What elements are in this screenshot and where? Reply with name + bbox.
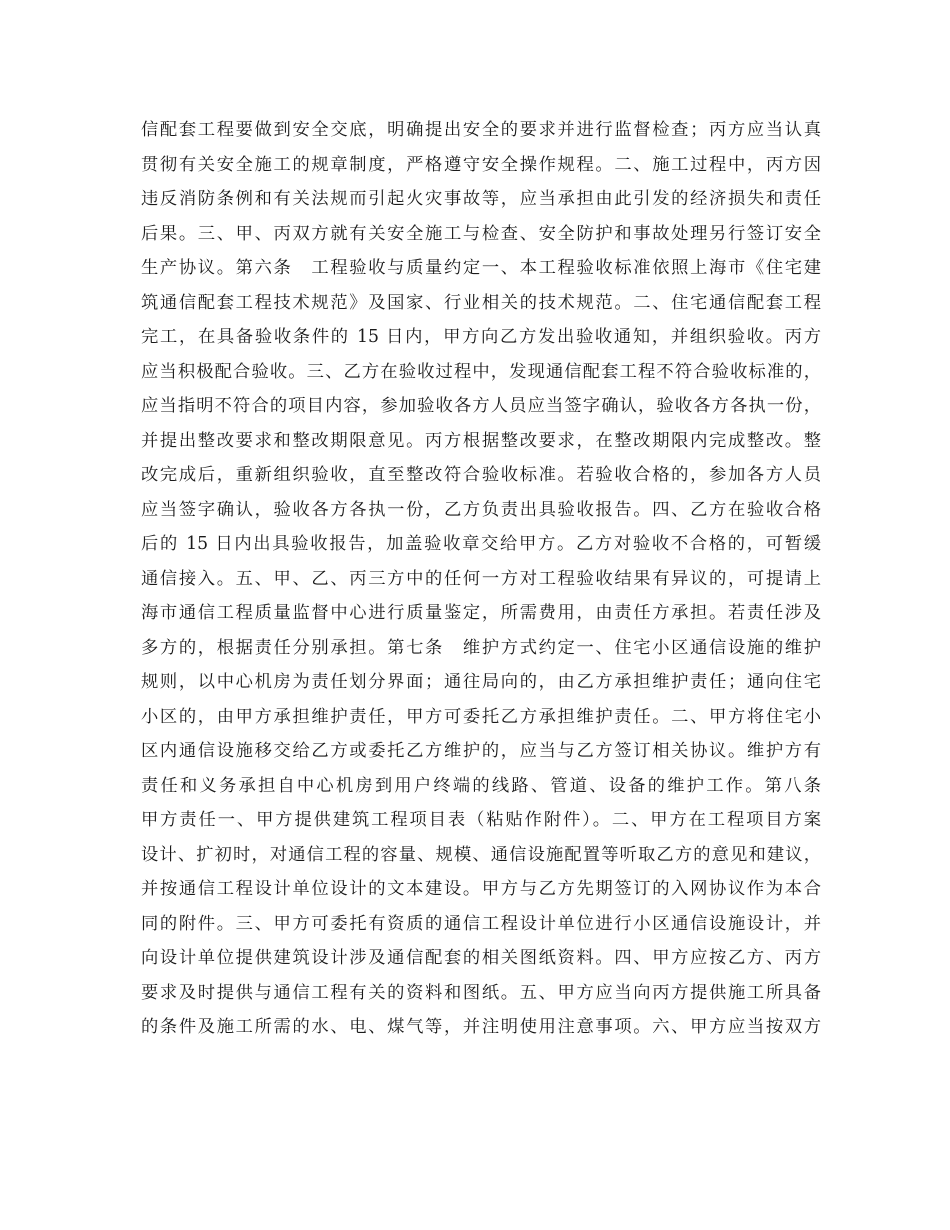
text-line: 同的附件。三、甲方可委托有资质的通信工程设计单位进行小区通信设施设计，并 xyxy=(141,913,821,934)
text-line: 应当指明不符合的项目内容，参加验收各方人员应当签字确认，验收各方各执一份， xyxy=(141,396,821,416)
text-line: 应当积极配合验收。三、乙方在验收过程中，发现通信配套工程不符合验收标准的， xyxy=(141,361,821,382)
text-line: 要求及时提供与通信工程有关的资料和图纸。五、甲方应当向丙方提供施工所具备 xyxy=(141,982,821,1003)
text-line: 信配套工程要做到安全交底，明确提出安全的要求并进行监督检查；丙方应当认真 xyxy=(141,120,821,140)
text-line: 贯彻有关安全施工的规章制度，严格遵守安全操作规程。二、施工过程中，丙方因 xyxy=(141,154,821,175)
text-line: 后果。三、甲、丙双方就有关安全施工与检查、安全防护和事故处理另行签订安全 xyxy=(141,223,821,244)
text-line: 责任和义务承担自中心机房到用户终端的线路、管道、设备的维护工作。第八条 xyxy=(141,775,821,796)
text-line: 完工，在具备验收条件的 15 日内，甲方向乙方发出验收通知，并组织验收。丙方 xyxy=(141,327,821,347)
text-line: 规则，以中心机房为责任划分界面；通往局向的，由乙方承担维护责任；通向住宅 xyxy=(141,672,821,692)
text-line: 通信接入。五、甲、乙、丙三方中的任何一方对工程验收结果有异议的，可提请上 xyxy=(141,568,821,589)
text-line: 生产协议。第六条 工程验收与质量约定一、本工程验收标准依照上海市《住宅建 xyxy=(141,258,821,278)
text-line: 改完成后，重新组织验收，直至整改符合验收标准。若验收合格的，参加各方人员 xyxy=(141,465,821,485)
text-line: 多方的，根据责任分别承担。第七条 维护方式约定一、住宅小区通信设施的维护 xyxy=(141,637,821,658)
text-line: 后的 15 日内出具验收报告，加盖验收章交给甲方。乙方对验收不合格的，可暂缓 xyxy=(141,534,821,554)
text-line: 并提出整改要求和整改期限意见。丙方根据整改要求，在整改期限内完成整改。整 xyxy=(141,430,821,451)
text-line: 设计、扩初时，对通信工程的容量、规模、通信设施配置等听取乙方的意见和建议， xyxy=(141,844,821,865)
text-line: 违反消防条例和有关法规而引起火灾事故等，应当承担由此引发的经济损失和责任 xyxy=(141,189,821,209)
body-text xyxy=(141,113,821,1045)
text-line: 小区的，由甲方承担维护责任，甲方可委托乙方承担维护责任。二、甲方将住宅小 xyxy=(141,706,821,727)
text-line: 应当签字确认，验收各方各执一份，乙方负责出具验收报告。四、乙方在验收合格 xyxy=(141,499,821,520)
text-line: 的条件及施工所需的水、电、煤气等，并注明使用注意事项。六、甲方应当按双方 xyxy=(141,1017,821,1037)
text-line: 并按通信工程设计单位设计的文本建设。甲方与乙方先期签订的入网协议作为本合 xyxy=(141,879,821,899)
text-line: 向设计单位提供建筑设计涉及通信配套的相关图纸资料。四、甲方应按乙方、丙方 xyxy=(141,948,821,968)
text-line: 海市通信工程质量监督中心进行质量鉴定，所需费用，由责任方承担。若责任涉及 xyxy=(141,603,821,623)
text-line: 区内通信设施移交给乙方或委托乙方维护的，应当与乙方签订相关协议。维护方有 xyxy=(141,741,821,761)
text-line: 筑通信配套工程技术规范》及国家、行业相关的技术规范。二、住宅通信配套工程 xyxy=(141,292,821,313)
text-line: 甲方责任一、甲方提供建筑工程项目表（粘贴作附件）。二、甲方在工程项目方案 xyxy=(141,810,821,830)
